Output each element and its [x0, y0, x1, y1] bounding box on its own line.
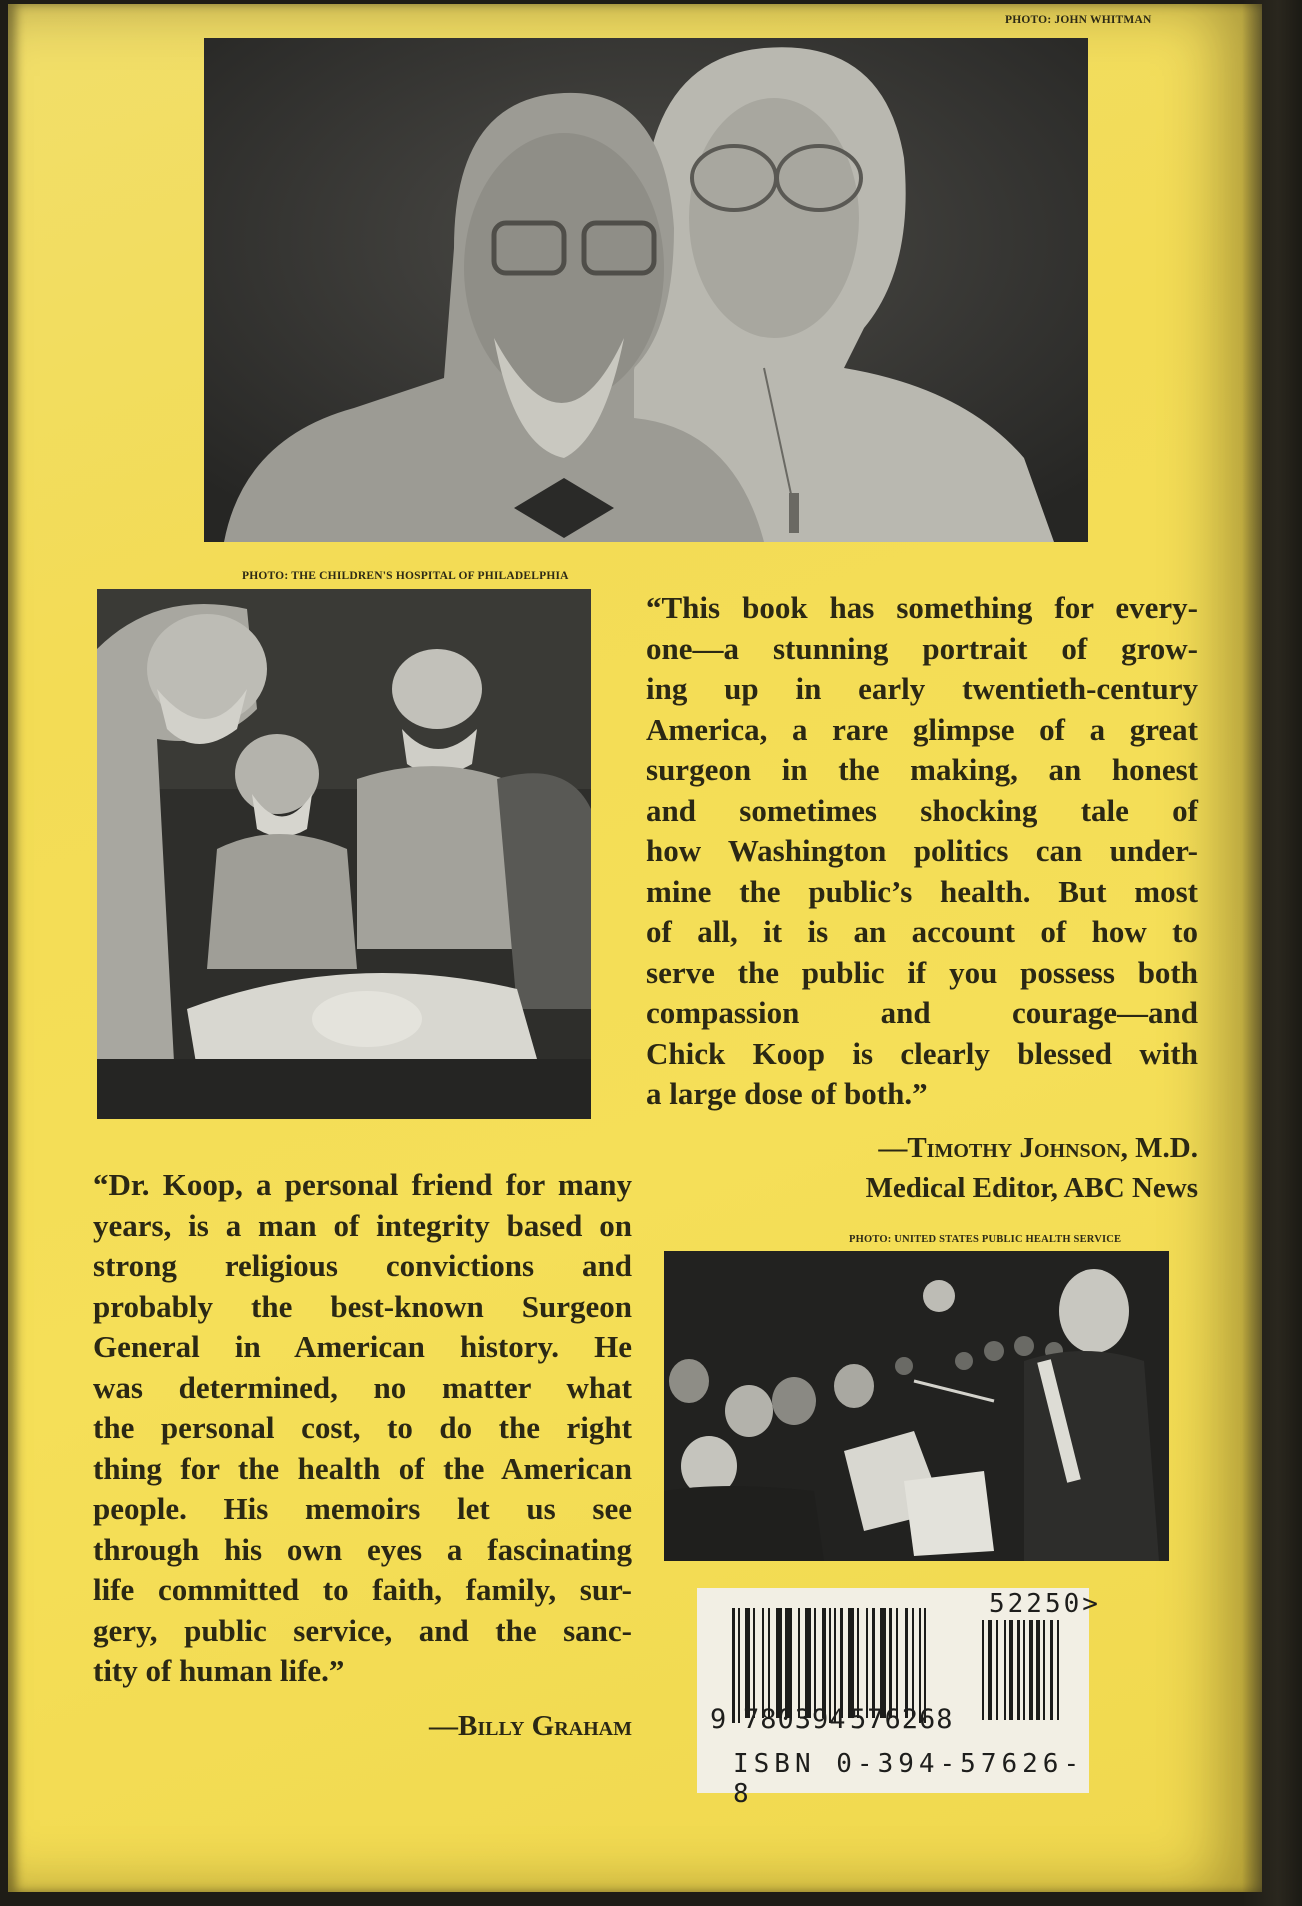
quote-line: years, is a man of integrity based on [93, 1207, 632, 1243]
price-barcode-bars [982, 1620, 1059, 1720]
quote-attribution-billy-graham: —Billy Graham [429, 1710, 632, 1742]
barcode-label [697, 1588, 1101, 1809]
surgery-photo-image [97, 589, 591, 1119]
quote-line: and sometimes shocking tale of [646, 792, 1198, 828]
quote-line: serve the public if you possess both [646, 954, 1198, 990]
quote-line: mine the public’s health. But most [646, 873, 1198, 909]
quote-line: people. His memoirs let us see [93, 1491, 632, 1526]
quote-line: tity of human life.” [93, 1653, 345, 1688]
quote-line: was determined, no matter what [93, 1369, 632, 1405]
quote-line: ing up in early twentieth-century [646, 671, 1198, 706]
quote-line: through his own eyes a fascinating [93, 1531, 632, 1567]
quote-line: of all, it is an account of how to [646, 914, 1198, 949]
surgery-photo [97, 589, 591, 1119]
portrait-photo-image [204, 38, 1088, 542]
quote-line: probably the best-known Surgeon [93, 1288, 632, 1324]
quote-attribution-title: Medical Editor, ABC News [865, 1172, 1198, 1204]
isbn-number: ISBN 0-394-57626-8 [733, 1749, 1085, 1809]
quote-line: “This book has something for every- [646, 590, 1198, 625]
photo-credit-orchestra: PHOTO: UNITED STATES PUBLIC HEALTH SERVICE [849, 1234, 1122, 1245]
orchestra-photo [664, 1251, 1169, 1561]
quote-line: strong religious convictions and [93, 1248, 632, 1283]
photo-credit-top: PHOTO: JOHN WHITMAN [1005, 14, 1152, 26]
ean-lead-digit: 9 [710, 1704, 727, 1735]
quote-line: thing for the health of the American [93, 1450, 632, 1486]
quote-line: how Washington politics can under- [646, 833, 1198, 868]
portrait-photo [204, 38, 1088, 542]
photo-credit-surgery: PHOTO: THE CHILDREN'S HOSPITAL OF PHILADELPHIA [242, 570, 569, 582]
quote-attribution-timothy-johnson: —Timothy Johnson, M.D. [878, 1132, 1198, 1164]
quote-timothy-johnson [646, 588, 1198, 1115]
quote-line: life committed to faith, family, sur- [93, 1572, 632, 1607]
quote-line: Chick Koop is clearly blessed with [646, 1035, 1198, 1071]
quote-line: the personal cost, to do the right [93, 1410, 632, 1445]
price-code: 52250> [989, 1589, 1101, 1619]
quote-line: one—a stunning portrait of grow- [646, 630, 1198, 666]
quote-line: America, a rare glimpse of a great [646, 711, 1198, 747]
ean-left-digits: 780394 [743, 1704, 847, 1735]
ean-right-digits: 576268 [850, 1704, 954, 1735]
quote-line: “Dr. Koop, a personal friend for many [93, 1167, 632, 1202]
quote-line: surgeon in the making, an honest [646, 752, 1198, 787]
quote-line: a large dose of both.” [646, 1076, 928, 1111]
quote-line: compassion and courage—and [646, 995, 1198, 1030]
quote-billy-graham [93, 1165, 632, 1692]
quote-line: General in American history. He [93, 1329, 632, 1364]
quote-line: gery, public service, and the sanc- [93, 1612, 632, 1648]
orchestra-photo-image [664, 1251, 1169, 1561]
page-edge-shadow [1242, 0, 1302, 1906]
